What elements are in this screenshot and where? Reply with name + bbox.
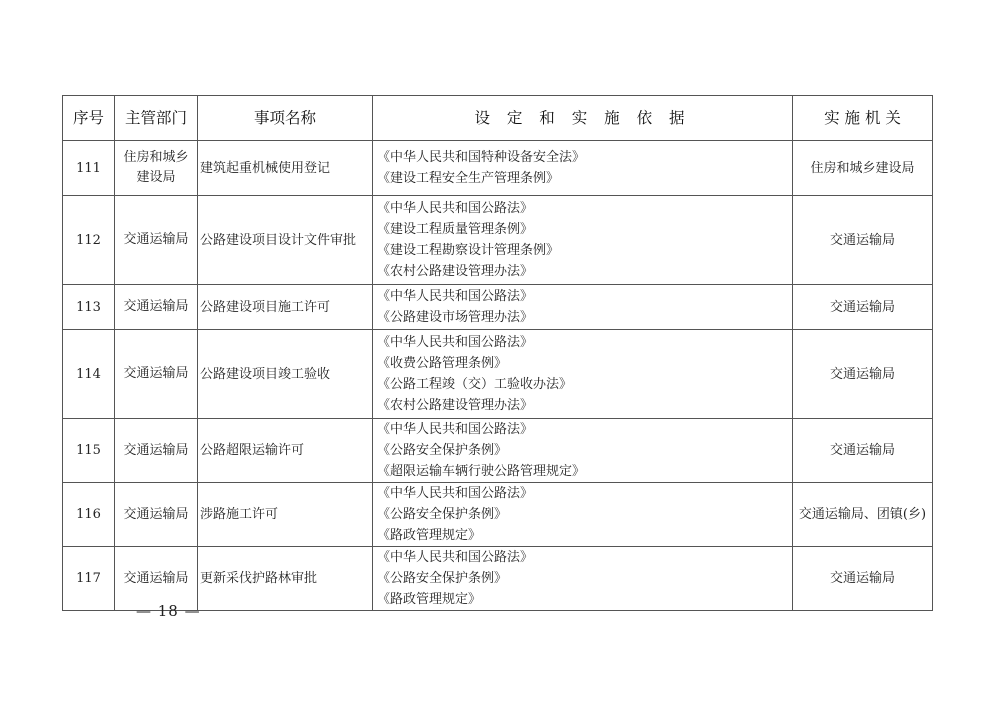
cell-basis: [373, 141, 793, 196]
basis-law-line: 《公路安全保护条例》: [377, 443, 508, 458]
cell-dept: 交通运输局: [115, 483, 198, 547]
cell-dept: 住房和城乡建设局: [115, 141, 198, 196]
basis-law-line: 《公路建设市场管理办法》: [377, 310, 534, 325]
basis-law-line: 《建设工程安全生产管理条例》: [377, 171, 560, 186]
header-seq: 序号: [63, 96, 115, 141]
basis-law-line: 《建设工程勘察设计管理条例》: [377, 243, 560, 258]
basis-law-line: 《中华人民共和国公路法》: [377, 335, 534, 350]
header-dept: 主管部门: [115, 96, 198, 141]
cell-item: 公路建设项目设计文件审批: [198, 196, 373, 285]
cell-basis: [373, 547, 793, 611]
basis-law-line: 《中华人民共和国公路法》: [377, 289, 534, 304]
cell-org: 交通运输局: [793, 330, 933, 419]
table-body: [63, 141, 933, 611]
basis-law-line: 《中华人民共和国公路法》: [377, 422, 534, 437]
header-item: 事项名称: [198, 96, 373, 141]
cell-seq: 116: [63, 483, 115, 547]
cell-basis: [373, 419, 793, 483]
basis-law-line: 《农村公路建设管理办法》: [377, 264, 534, 279]
cell-basis: [373, 483, 793, 547]
basis-law-line: 《农村公路建设管理办法》: [377, 398, 534, 413]
table-header-row: [63, 96, 933, 141]
basis-law-line: 《建设工程质量管理条例》: [377, 222, 534, 237]
cell-org: 交通运输局: [793, 419, 933, 483]
cell-seq: 115: [63, 419, 115, 483]
page-number: — 18 —: [136, 602, 201, 620]
cell-seq: 113: [63, 285, 115, 330]
cell-seq: 117: [63, 547, 115, 611]
cell-item: 更新采伐护路林审批: [198, 547, 373, 611]
basis-law-line: 《超限运输车辆行驶公路管理规定》: [377, 464, 586, 479]
cell-org: 住房和城乡建设局: [793, 141, 933, 196]
cell-basis: [373, 285, 793, 330]
cell-seq: 111: [63, 141, 115, 196]
basis-law-line: 《中华人民共和国公路法》: [377, 201, 534, 216]
table-row: [63, 483, 933, 547]
basis-law-line: 《公路工程竣（交）工验收办法》: [377, 377, 573, 392]
cell-org: 交通运输局: [793, 285, 933, 330]
cell-item: 公路建设项目施工许可: [198, 285, 373, 330]
cell-org: 交通运输局、团镇(乡): [793, 483, 933, 547]
basis-law-line: 《收费公路管理条例》: [377, 356, 508, 371]
cell-seq: 114: [63, 330, 115, 419]
basis-law-line: 《中华人民共和国公路法》: [377, 486, 534, 501]
cell-dept: 交通运输局: [115, 196, 198, 285]
cell-basis: [373, 196, 793, 285]
cell-org: 交通运输局: [793, 547, 933, 611]
cell-dept: 交通运输局: [115, 330, 198, 419]
basis-law-line: 《中华人民共和国特种设备安全法》: [377, 150, 586, 165]
header-org: 实 施 机 关: [793, 96, 933, 141]
cell-item: 建筑起重机械使用登记: [198, 141, 373, 196]
table-row: [63, 196, 933, 285]
header-basis: 设 定 和 实 施 依 据: [373, 96, 793, 141]
cell-dept: 交通运输局: [115, 547, 198, 611]
cell-item: 公路超限运输许可: [198, 419, 373, 483]
cell-org: 交通运输局: [793, 196, 933, 285]
approval-items-table-container: [62, 95, 932, 611]
cell-dept: 交通运输局: [115, 419, 198, 483]
table-row: [63, 285, 933, 330]
basis-law-line: 《路政管理规定》: [377, 528, 482, 543]
table-row: [63, 330, 933, 419]
table-row: [63, 547, 933, 611]
cell-item: 涉路施工许可: [198, 483, 373, 547]
cell-seq: 112: [63, 196, 115, 285]
cell-item: 公路建设项目竣工验收: [198, 330, 373, 419]
basis-law-line: 《路政管理规定》: [377, 592, 482, 607]
cell-dept: 交通运输局: [115, 285, 198, 330]
approval-items-table: [62, 95, 933, 611]
table-row: [63, 419, 933, 483]
cell-basis: [373, 330, 793, 419]
table-row: [63, 141, 933, 196]
basis-law-line: 《公路安全保护条例》: [377, 571, 508, 586]
basis-law-line: 《中华人民共和国公路法》: [377, 550, 534, 565]
basis-law-line: 《公路安全保护条例》: [377, 507, 508, 522]
